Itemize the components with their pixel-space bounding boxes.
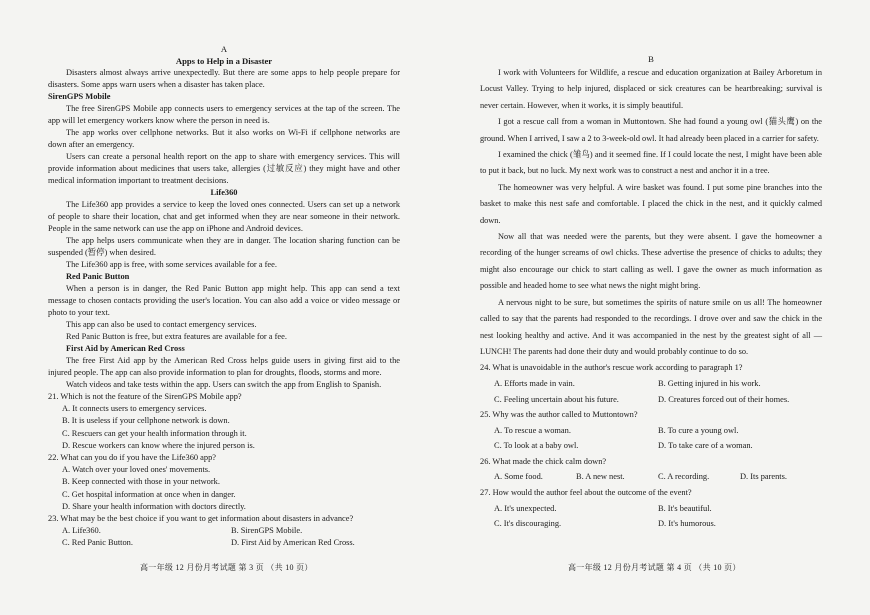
question-22-option-c: C. Get hospital information at once when in danger. [62,489,236,499]
passage-a-title: Apps to Help in a Disaster [175,56,273,66]
section-letter-b: B [648,54,654,64]
question-25-stem: 25. Why was the author called to Muttontown? [480,410,638,420]
question-24-options-row-2 [480,392,822,408]
question-26-option-b: B. A new nest. [576,472,625,482]
question-25-options-row-1 [480,423,822,439]
question-21-option-d: D. Rescue workers can know where the injured person is. [62,440,255,450]
page-4 [480,54,822,532]
paragraph: A nervous night to be sure, but sometimes the spirits of nature smile on us all! The homeowner called to say that the parents had responded to the recordings. I drove over and saw the chick in the nest looking healthy and active. And it was accompanied in the nest by the greatest sight of all — LUNCH! The parents had done their duty and would probably continue to do so. [480,297,822,356]
paragraph: The Life360 app is free, with some services available for a fee. [66,260,277,269]
question-27-option-d: D. It's humorous. [658,519,716,529]
paragraph: Watch videos and take tests within the app. Users can switch the app from English to Spanish. [66,380,382,389]
question-23-options-row-2 [48,537,400,549]
question-27-options-row-2 [480,516,822,532]
paragraph: The free SirenGPS Mobile app connects users to emergency services at the tap of the screen. The app will let emergency workers know where the person in need is. [48,104,400,125]
paragraph: Red Panic Button is free, but extra features are available for a fee. [66,332,287,341]
question-24-option-a: A. Efforts made in vain. [494,378,575,388]
question-25-option-c: C. To look at a baby owl. [494,441,579,451]
question-27-stem: 27. How would the author feel about the outcome of the event? [480,488,692,498]
question-23-option-b: B. SirenGPS Mobile. [231,526,303,536]
question-26-option-c: C. A recording. [658,472,710,482]
paragraph: This app can also be used to contact emergency services. [66,320,257,329]
page-footer-3: 高一年级 12 月份月考试题 第 3 页 （共 10 页） [140,563,313,572]
paragraph: The free First Aid app by the American Red Cross helps guide users in giving first aid to the injured people. The app can also provide information to plan for droughts, floods, storms and more. [48,356,400,377]
section-letter-a: A [220,44,228,54]
question-25-option-a: A. To rescue a woman. [494,425,571,435]
paragraph: The app helps users communicate when they are in danger. The location sharing function can be suspended (暂停) when desired. [48,236,400,257]
paragraph: The Life360 app provides a service to keep the loved ones connected. Users can set up a network of people to share their location, chat and get informed when they are near someone in their network. People in the same network can use the app on iPhone and Android devices. [48,200,400,233]
question-26-option-d: D. Its parents. [740,472,787,482]
paragraph: The app works over cellphone networks. But it also works on Wi-Fi if cellphone networks are down after an emergency. [48,128,400,149]
paragraph: I work with Volunteers for Wildlife, a rescue and education organization at Bailey Arboretum in Locust Valley. Trying to help injured, displaced or sick creatures can be heartbreaking; survival is never certain. However, when it works, it is simply beautiful. [480,68,822,110]
question-25-option-d: D. To take care of a woman. [658,441,753,451]
question-21-option-c: C. Rescuers can get your health information through it. [62,428,247,438]
question-21-option-a: A. It connects users to emergency services. [62,404,207,414]
page-footer-4: 高一年级 12 月份月考试题 第 4 页 （共 10 页） [568,563,741,572]
question-21-option-b: B. It is useless if your cellphone network is down. [62,416,230,426]
question-27-option-b: B. It's beautiful. [658,503,712,513]
question-24-stem: 24. What is unavoidable in the author's rescue work according to paragraph 1? [480,363,743,373]
question-26-option-a: A. Some food. [494,472,543,482]
question-22-option-d: D. Share your health information with doctors directly. [62,501,246,511]
paragraph: When a person is in danger, the Red Panic Button app might help. This app can send a text message to chosen contacts providing the user's location. You can also add a voice or video message or photo to your text. [48,284,400,317]
question-25-option-b: B. To cure a young owl. [658,425,739,435]
question-24-options-row-1 [480,376,822,392]
question-26-stem: 26. What made the chick calm down? [480,456,607,466]
paragraph: I got a rescue call from a woman in Muttontown. She had found a young owl (猫头鹰) on the ground. When I arrived, I saw a 2 to 3-week-old owl. It had already been placed in a carrier for safety. [480,117,822,143]
paragraph: I examined the chick (雏鸟) and it seemed fine. If I could locate the nest, I might have been able to put it back, but no luck. My next work was to construct a nest and anchor it in a tree. [480,150,822,176]
question-27-options-row-1 [480,501,822,517]
question-22-option-a: A. Watch over your loved ones' movements. [62,465,211,475]
question-23-option-c: C. Red Panic Button. [62,538,133,548]
app-heading-sirengps: SirenGPS Mobile [48,92,111,101]
app-heading-red-panic-button: Red Panic Button [66,272,130,281]
question-23-option-d: D. First Aid by American Red Cross. [231,538,355,548]
question-22-option-b: B. Keep connected with those in your network. [62,477,220,487]
question-22-stem: 22. What can you do if you have the Life360 app? [48,453,216,463]
app-heading-first-aid: First Aid by American Red Cross [66,344,185,353]
question-25-options-row-2 [480,438,822,454]
app-heading-life360: Life360 [210,188,238,197]
question-24-option-c: C. Feeling uncertain about his future. [494,394,619,404]
question-23-option-a: A. Life360. [62,526,101,536]
question-26-options-row [480,469,822,485]
page-3 [48,44,400,550]
paragraph: Users can create a personal health report on the app to share with emergency services. This will provide information about medicines that users take, allergies (过敏反应) they might have and other medical information important to treatment decisions. [48,152,400,185]
question-24-option-b: B. Getting injured in his work. [658,378,761,388]
paragraph: The homeowner was very helpful. A wire basket was found. I put some pine branches into the basket to make this nest safe and comfortable. I placed the chick in the nest, and it quickly calmed down. [480,182,822,225]
question-24-option-d: D. Creatures forced out of their homes. [658,394,790,404]
question-27-option-c: C. It's discouraging. [494,519,562,529]
paragraph: Now all that was needed were the parents, but they were absent. I gave the homeowner a recording of the hunger screams of owl chicks. These advertise the presence of chicks to adults; they might also encourage our chick to start calling as well. I gave the owner as much information as possible and headed home to see what news the night might bring. [480,232,822,291]
passage-a-intro: Disasters almost always arrive unexpectedly. But there are some apps to help people prepare for disasters. Some apps warn users when a disaster has taken place. [48,68,400,89]
question-21-stem: 21. Which is not the feature of the SirenGPS Mobile app? [48,392,242,401]
question-27-option-a: A. It's unexpected. [494,503,557,513]
question-23-stem: 23. What may be the best choice if you want to get information about disasters in advance? [48,514,354,524]
question-23-options-row-1 [48,525,400,537]
